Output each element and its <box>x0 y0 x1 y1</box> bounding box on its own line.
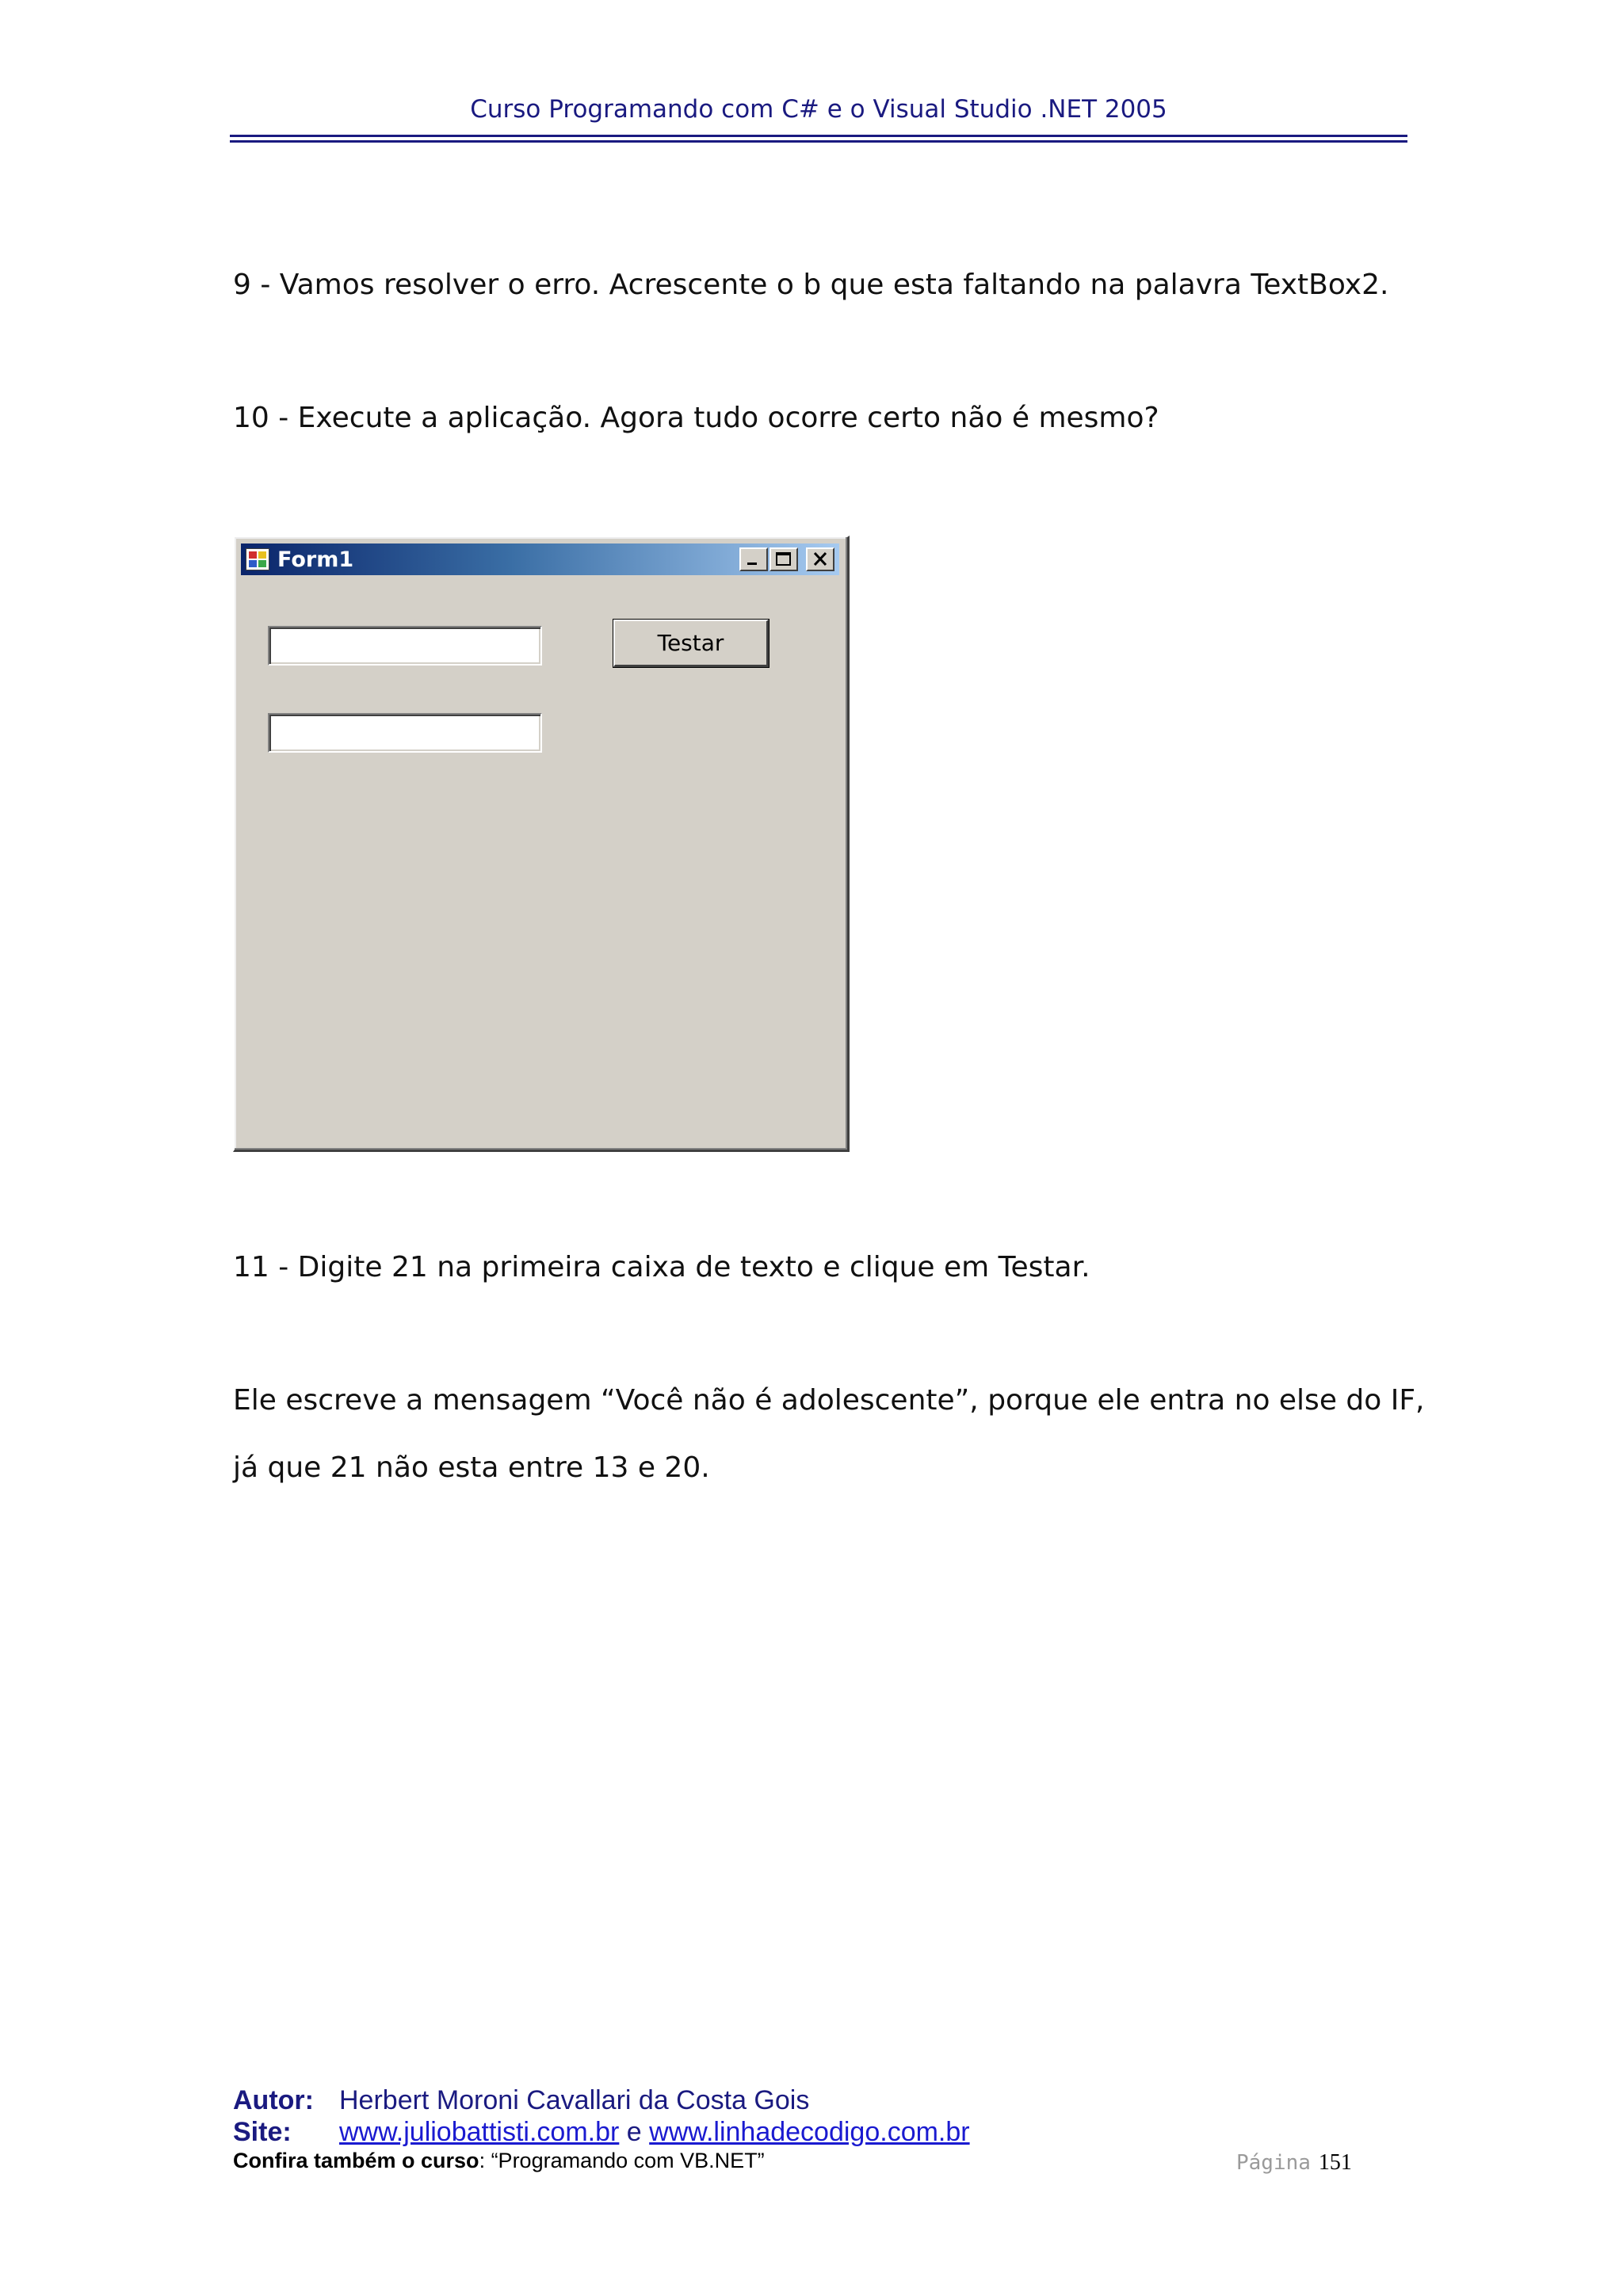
minimize-button[interactable] <box>739 547 768 571</box>
page-number-value: 151 <box>1318 2150 1352 2175</box>
autor-label: Autor: <box>233 2085 314 2115</box>
step-10-text: 10 - Execute a aplicação. Agora tudo ocorre certo não é mesmo? <box>233 402 1159 434</box>
autor-name: Herbert Moroni Cavallari da Costa Gois <box>339 2085 810 2115</box>
maximize-button[interactable] <box>769 547 798 571</box>
header-title: Curso Programando com C# e o Visual Studio .NET 2005 <box>470 95 1167 124</box>
step-11-text: 11 - Digite 21 na primeira caixa de texto e clique em Testar. <box>233 1251 1090 1283</box>
window-title: Form1 <box>277 547 354 572</box>
page-number <box>1236 2150 1352 2176</box>
page-label: Página <box>1236 2151 1311 2175</box>
testar-button[interactable]: Testar <box>613 620 769 667</box>
header-rule-bottom <box>230 140 1407 143</box>
explanation-line-2: já que 21 não esta entre 13 e 20. <box>233 1451 710 1484</box>
site-link-linhadecodigo[interactable]: www.linhadecodigo.com.br <box>649 2117 970 2147</box>
confira-label: Confira também o curso <box>233 2149 479 2172</box>
explanation-line-1: Ele escreve a mensagem “Você não é adolescente”, porque ele entra no else do IF, <box>233 1384 1425 1417</box>
footer-confira <box>233 2149 765 2173</box>
textbox1-input[interactable] <box>268 626 542 666</box>
site-label: Site: <box>233 2117 292 2147</box>
site-separator: e <box>626 2117 642 2147</box>
form1-window <box>233 536 850 1152</box>
close-icon <box>808 549 833 570</box>
footer-autor <box>233 2085 809 2116</box>
form1-titlebar[interactable] <box>241 543 839 575</box>
app-icon[interactable] <box>246 548 269 570</box>
confira-course: : “Programando com VB.NET” <box>479 2149 765 2172</box>
textbox2-input[interactable] <box>268 713 542 753</box>
minimize-icon <box>741 549 766 570</box>
maximize-icon <box>771 549 796 570</box>
step-9-text: 9 - Vamos resolver o erro. Acrescente o b que esta faltando na palavra TextBox2. <box>233 269 1389 301</box>
close-button[interactable] <box>806 547 834 571</box>
site-link-juliobattisti[interactable]: www.juliobattisti.com.br <box>339 2117 620 2147</box>
footer-site <box>233 2117 970 2148</box>
header-rule-top <box>230 135 1407 137</box>
